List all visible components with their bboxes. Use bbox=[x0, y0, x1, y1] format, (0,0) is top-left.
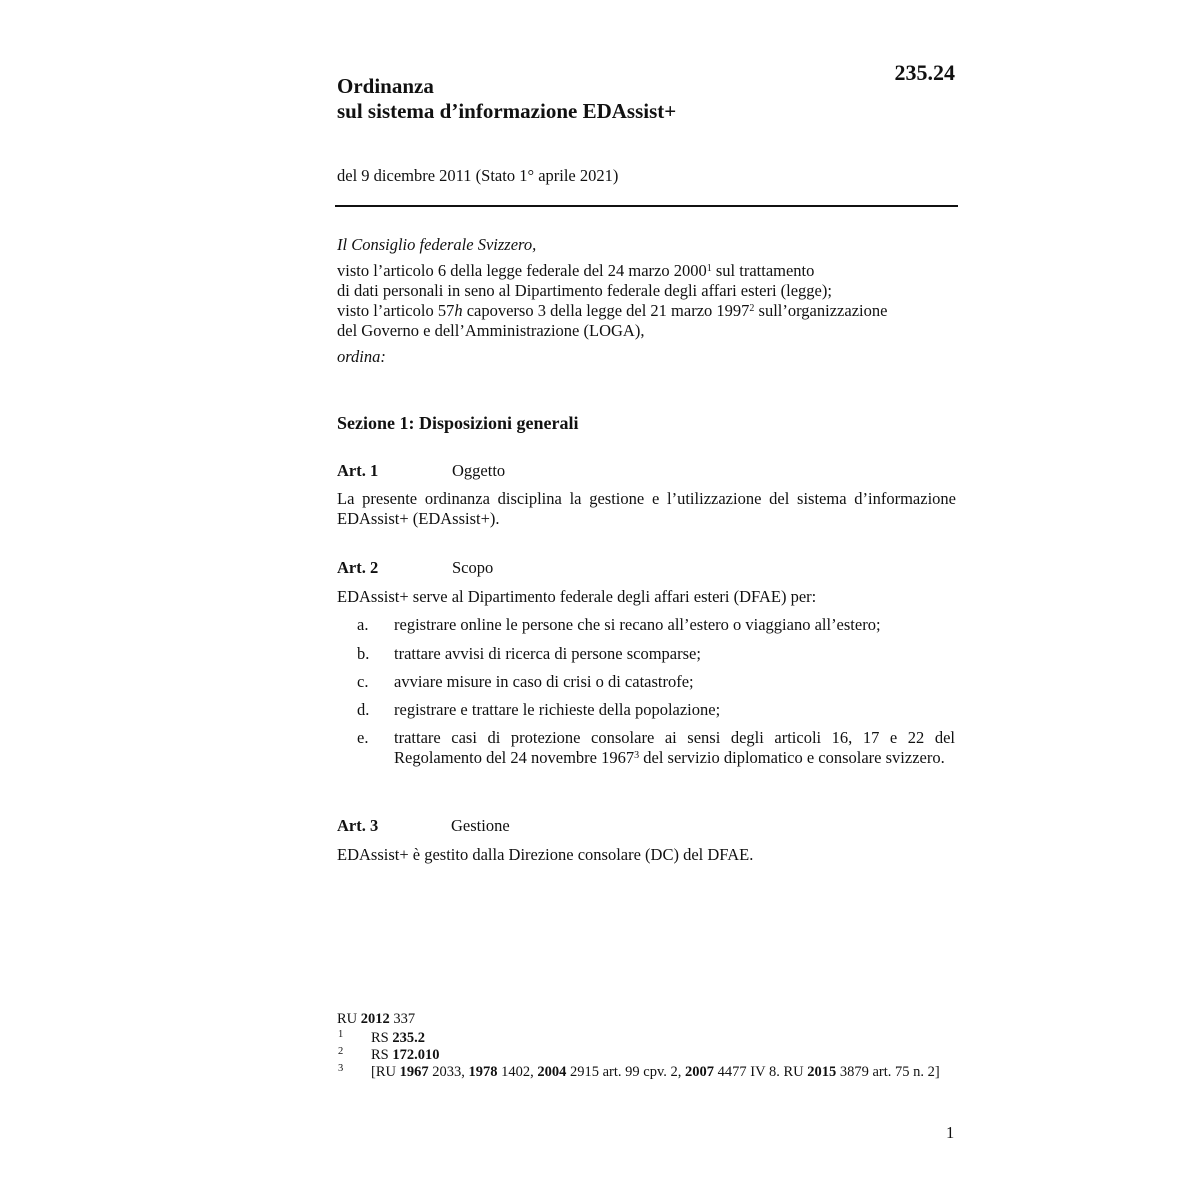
article-number: Art. 3 bbox=[337, 816, 379, 835]
title-line-2: sul sistema d’informazione EDAssist+ bbox=[337, 99, 677, 123]
preamble-line: di dati personali in seno al Dipartimento federale degli affari esteri (legge); bbox=[337, 281, 832, 300]
footnote-segment: 2004 bbox=[537, 1064, 567, 1080]
article-title: Gestione bbox=[451, 816, 510, 835]
footnote-number: 3 bbox=[338, 1063, 344, 1074]
text: 172.010 bbox=[392, 1047, 440, 1063]
footnote-segment: 1402, bbox=[497, 1064, 538, 1080]
text: trattare casi di protezione consolare ai sensi degli articoli 16, 17 e 22 del Regolamento del 24 novembre 1967 bbox=[394, 728, 955, 767]
preamble-line bbox=[337, 261, 814, 281]
footnote-number: 2 bbox=[338, 1046, 344, 1057]
title-line-1: Ordinanza bbox=[337, 74, 434, 98]
footnote-segment: [RU bbox=[371, 1064, 400, 1080]
footnote-segment: 2015 bbox=[807, 1064, 837, 1080]
article-number: Art. 1 bbox=[337, 461, 379, 480]
article-text: EDAssist+ serve al Dipartimento federale degli affari esteri (DFAE) per: bbox=[337, 587, 817, 606]
list-item: registrare online le persone che si recano all’estero o viaggiano all’estero; bbox=[394, 615, 881, 634]
text: sull’organizzazione bbox=[754, 301, 888, 320]
footnote-segment: 3879 art. 75 n. 2] bbox=[836, 1064, 940, 1080]
footnote-segment: 1967 bbox=[399, 1064, 429, 1080]
footnote-ref[interactable]: 1 bbox=[706, 263, 712, 274]
list-item: registrare e trattare le richieste della popolazione; bbox=[394, 700, 721, 719]
preamble-line bbox=[337, 301, 887, 321]
header-divider bbox=[335, 205, 958, 207]
text: del servizio diplomatico e consolare svizzero. bbox=[639, 748, 945, 767]
footnote-text bbox=[371, 1064, 956, 1081]
article-text: La presente ordinanza disciplina la gestione e l’utilizzazione del sistema d’informazione EDAssist+ (EDAssist+). bbox=[337, 489, 956, 528]
text: h bbox=[454, 301, 463, 320]
list-letter: c. bbox=[357, 672, 369, 691]
list-letter: d. bbox=[357, 700, 370, 719]
text: RS bbox=[371, 1030, 393, 1046]
text: 337 bbox=[389, 1011, 416, 1027]
footnote-segment: 4477 IV 8. RU bbox=[714, 1064, 808, 1080]
footnote-number: 1 bbox=[338, 1029, 344, 1040]
text: RU bbox=[337, 1011, 361, 1027]
list-letter: b. bbox=[357, 644, 370, 663]
footnote-segment: 2915 art. 99 cpv. 2, bbox=[566, 1064, 686, 1080]
footnote-text bbox=[371, 1047, 440, 1064]
list-item: avviare misure in caso di crisi o di catastrofe; bbox=[394, 672, 694, 691]
document-date: del 9 dicembre 2011 (Stato 1° aprile 2021) bbox=[337, 166, 619, 185]
preamble-ordina: ordina: bbox=[337, 347, 386, 366]
preamble-line: del Governo e dell’Amministrazione (LOGA), bbox=[337, 321, 645, 340]
page-number: 1 bbox=[946, 1123, 955, 1142]
footnote-segment: 1978 bbox=[468, 1064, 498, 1080]
article-text: EDAssist+ è gestito dalla Direzione consolare (DC) del DFAE. bbox=[337, 845, 754, 864]
section-title: Sezione 1: Disposizioni generali bbox=[337, 413, 579, 433]
article-title: Oggetto bbox=[452, 461, 506, 480]
ru-reference bbox=[337, 1011, 415, 1028]
text: sul trattamento bbox=[711, 261, 815, 280]
list-item: trattare avvisi di ricerca di persone scomparse; bbox=[394, 644, 701, 663]
article-title: Scopo bbox=[452, 558, 494, 577]
footnote-text bbox=[371, 1030, 425, 1047]
article-number: Art. 2 bbox=[337, 558, 379, 577]
footnote-ref[interactable]: 2 bbox=[749, 303, 755, 314]
footnote-segment: 2007 bbox=[685, 1064, 715, 1080]
text: capoverso 3 della legge del 21 marzo 1997 bbox=[462, 301, 750, 320]
footnote-segment: 2033, bbox=[428, 1064, 469, 1080]
text: 2012 bbox=[360, 1011, 390, 1027]
list-letter: a. bbox=[357, 615, 369, 634]
text: RS bbox=[371, 1047, 393, 1063]
document-number: 235.24 bbox=[894, 60, 955, 85]
list-letter: e. bbox=[357, 728, 369, 747]
preamble-authority: Il Consiglio federale Svizzero, bbox=[337, 235, 537, 254]
text: 235.2 bbox=[392, 1030, 425, 1046]
text: visto l’articolo 57 bbox=[337, 301, 455, 320]
footnote-ref[interactable]: 3 bbox=[634, 750, 640, 761]
text: visto l’articolo 6 della legge federale del 24 marzo 2000 bbox=[337, 261, 707, 280]
list-item bbox=[394, 728, 955, 768]
